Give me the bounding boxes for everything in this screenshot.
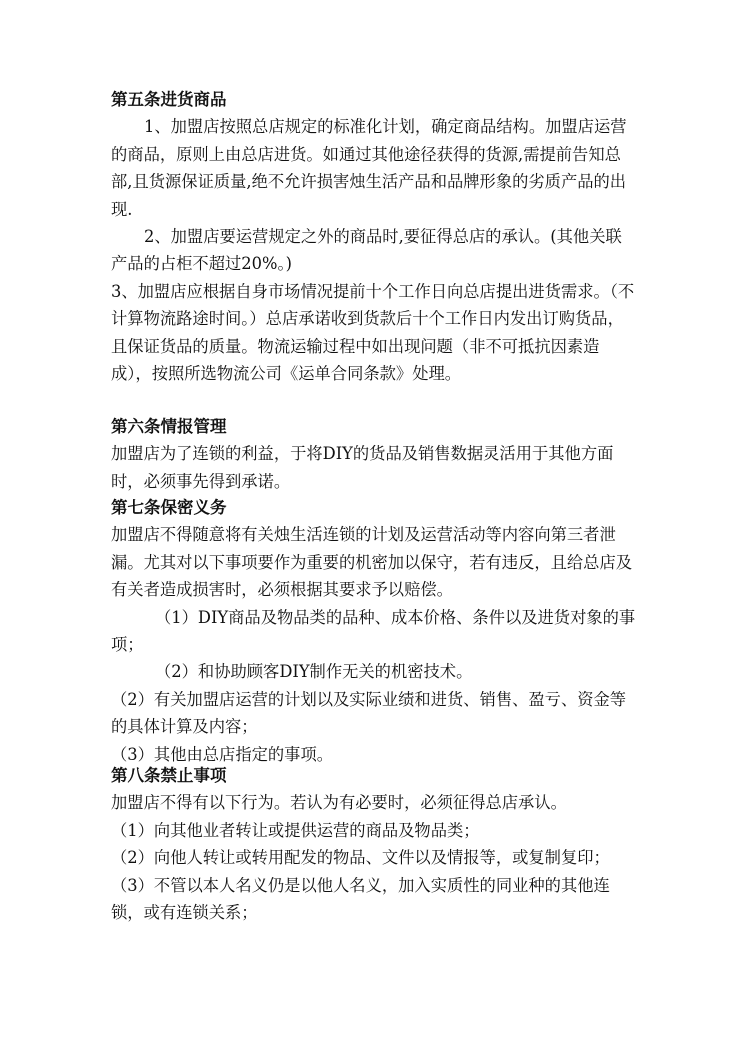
section-8-item-3: （3）不管以本人名义仍是以他人名义，加入实质性的同业种的其他连锁，或有连锁关系；: [111, 875, 610, 923]
section-5: [111, 86, 636, 387]
section-6: [111, 413, 636, 495]
section-8: [111, 762, 636, 926]
section-7-item-4: （3）其他由总店指定的事项。: [111, 744, 334, 764]
section-7-item-1: （1）DIY商品及物品类的品种、成本价格、条件以及进货对象的事项；: [111, 607, 636, 655]
section-8-item-2: （2）向他人转让或转用配发的物品、文件以及情报等，或复制复印；: [111, 848, 610, 868]
section-7-heading: 第七条保密义务: [111, 498, 227, 517]
section-8-item-1: （1）向其他业者转让或提供运营的商品及物品类；: [111, 820, 480, 840]
section-5-paragraph-3: 3、加盟店应根据自身市场情况提前十个工作日向总店提出进货需求。（不计算物流路途时间。）总店承诺收到货款后十个工作日内发出订购货品，且保证货品的质量。物流运输过程中如出现问题（非不可抵抗因素造成），按照所选物流公司《运单合同条款》处理。: [111, 281, 635, 384]
section-7: [111, 494, 636, 768]
section-7-item-3: （2）有关加盟店运营的计划以及实际业绩和进货、销售、盈亏、资金等的具体计算及内容；: [111, 689, 627, 737]
section-5-heading: 第五条进货商品: [111, 90, 227, 109]
section-8-heading: 第八条禁止事项: [111, 766, 227, 785]
section-7-paragraph-1: 加盟店不得随意将有关烛生活连锁的计划及运营活动等内容向第三者泄漏。尤其对以下事项要作为重要的机密加以保守，若有违反，且给总店及有关者造成损害时，必须根据其要求予以赔偿。: [111, 525, 633, 600]
section-7-item-2: （2）和协助顾客DIY制作无关的机密技术。: [155, 662, 473, 682]
section-5-paragraph-1: 1、加盟店按照总店规定的标准化计划，确定商品结构。加盟店运营的商品，原则上由总店进货。如通过其他途径获得的货源,需提前告知总部,且货源保证质量,绝不允许损害烛生活产品和品牌形象的劣质产品的出现.: [111, 117, 627, 219]
section-6-heading: 第六条情报管理: [111, 417, 227, 436]
section-6-paragraph-1: 加盟店为了连锁的利益，于将DIY的货品及销售数据灵活用于其他方面时，必须事先得到承诺。: [111, 444, 614, 491]
section-8-paragraph-1: 加盟店不得有以下行为。若认为有必要时，必须征得总店承认。: [111, 793, 567, 813]
section-5-paragraph-2: 2、加盟店要运营规定之外的商品时,要征得总店的承认。(其他关联产品的占柜不超过20%。): [111, 227, 622, 274]
